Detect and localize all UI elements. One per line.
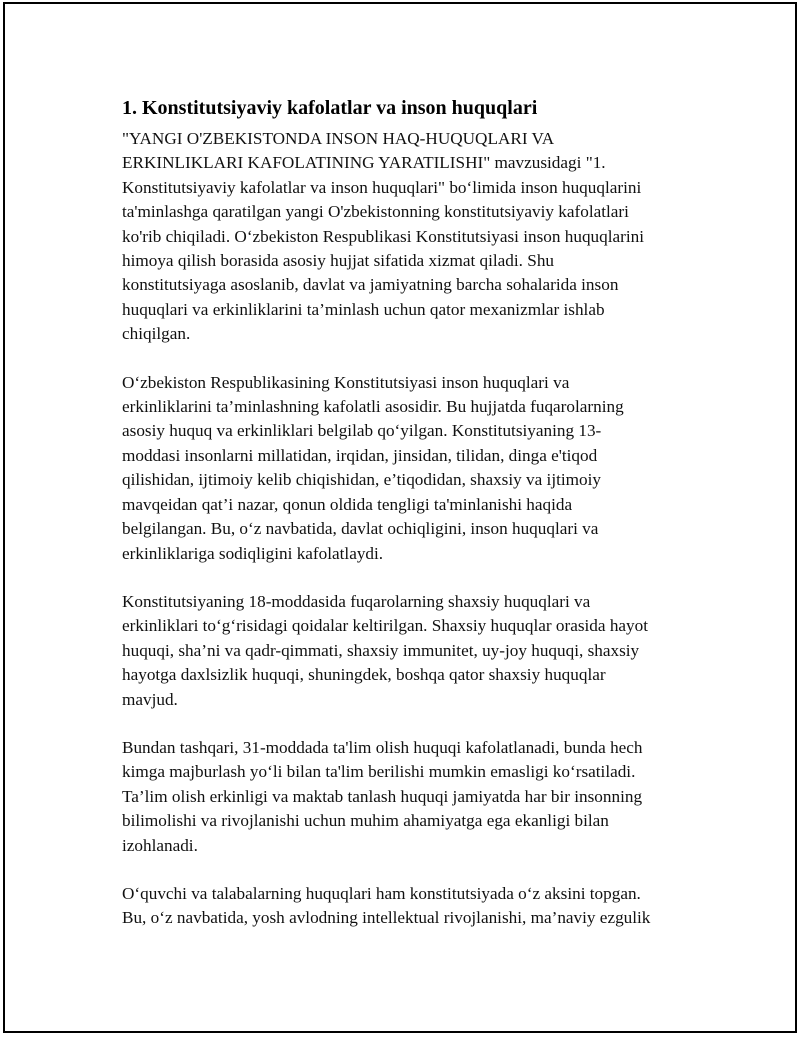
text-line: huquqlari va erkinliklarini ta’minlash uchun qator mexanizmlar ishlab xyxy=(122,299,605,319)
paragraph-article-18 xyxy=(122,590,692,712)
text-line: chiqilgan. xyxy=(122,324,191,344)
paragraph-constitution xyxy=(122,371,692,566)
text-line: erkinliklari toʻgʻrisidagi qoidalar keltirilgan. Shaxsiy huquqlar orasida hayot xyxy=(122,616,648,636)
text-line: hayotga daxlsizlik huquqi, shuningdek, boshqa qator shaxsiy huquqlar xyxy=(122,665,606,685)
text-line: moddasi insonlarni millatidan, irqidan, jinsidan, tilidan, dinga e'tiqod xyxy=(122,445,598,465)
paragraph-intro xyxy=(122,127,692,347)
text-line: Konstitutsiyaviy kafolatlar va inson huquqlari" boʻlimida inson huquqlarini xyxy=(122,177,642,197)
text-line: bilimolishi va rivojlanishi uchun muhim ahamiyatga ega ekanligi bilan xyxy=(122,811,609,831)
text-line: mavjud. xyxy=(122,689,178,709)
text-line: kimga majburlash yoʻli bilan ta'lim berilishi mumkin emasligi koʻrsatiladi. xyxy=(122,762,636,782)
text-line: ta'minlashga qaratilgan yangi O'zbekistonning konstitutsiyaviy kafolatlari xyxy=(122,202,629,222)
paragraph-students xyxy=(122,882,692,931)
text-line: "YANGI O'ZBEKISTONDA INSON HAQ-HUQUQLARI VA xyxy=(122,129,555,148)
text-line: Ta’lim olish erkinligi va maktab tanlash huquqi jamiyatda har bir insonning xyxy=(122,786,643,806)
text-line: qilishidan, ijtimoiy kelib chiqishidan, e’tiqodidan, shaxsiy va ijtimoiy xyxy=(122,470,601,490)
text-line: belgilangan. Bu, oʻz navbatida, davlat ochiqligini, inson huquqlari va xyxy=(122,519,599,539)
text-line: huquqi, sha’ni va qadr-qimmati, shaxsiy immunitet, uy-joy huquqi, shaxsiy xyxy=(122,640,640,660)
text-line: asosiy huquq va erkinliklari belgilab qoʻyilgan. Konstitutsiyaning 13- xyxy=(122,421,602,441)
text-line: Oʻzbekiston Respublikasining Konstitutsiyasi inson huquqlari va xyxy=(122,372,570,392)
text-line: ko'rib chiqiladi. Oʻzbekiston Respublikasi Konstitutsiyasi inson huquqlarini xyxy=(122,226,645,246)
document-page xyxy=(3,2,797,1033)
text-line: himoya qilish borasida asosiy hujjat sifatida xizmat qiladi. Shu xyxy=(122,251,555,271)
text-line: erkinliklariga sodiqligini kafolatlaydi. xyxy=(122,543,384,563)
text-line: Konstitutsiyaning 18-moddasida fuqarolarning shaxsiy huquqlari va xyxy=(122,591,591,611)
text-line: Bundan tashqari, 31-moddada ta'lim olish huquqi kafolatlanadi, bunda hech xyxy=(122,737,643,757)
paragraph-article-31 xyxy=(122,736,692,858)
text-line: erkinliklarini ta’minlashning kafolatli asosidir. Bu hujjatda fuqarolarning xyxy=(122,397,624,417)
text-line: ERKINLIKLARI KAFOLATINING YARATILISHI" mavzusidagi "1. xyxy=(122,153,606,173)
text-line: Bu, oʻz navbatida, yosh avlodning intellektual rivojlanishi, ma’naviy ezgulik xyxy=(122,908,651,928)
text-line: Oʻquvchi va talabalarning huquqlari ham konstitutsiyada oʻz aksini topgan. xyxy=(122,883,641,903)
text-line: izohlanadi. xyxy=(122,835,198,855)
text-line: konstitutsiyaga asoslanib, davlat va jamiyatning barcha sohalarida inson xyxy=(122,275,619,295)
text-line: mavqeidan qat’i nazar, qonun oldida tengligi ta'minlanishi haqida xyxy=(122,494,573,514)
document-content xyxy=(122,94,692,955)
section-title: 1. Konstitutsiyaviy kafolatlar va inson huquqlari xyxy=(122,97,538,119)
